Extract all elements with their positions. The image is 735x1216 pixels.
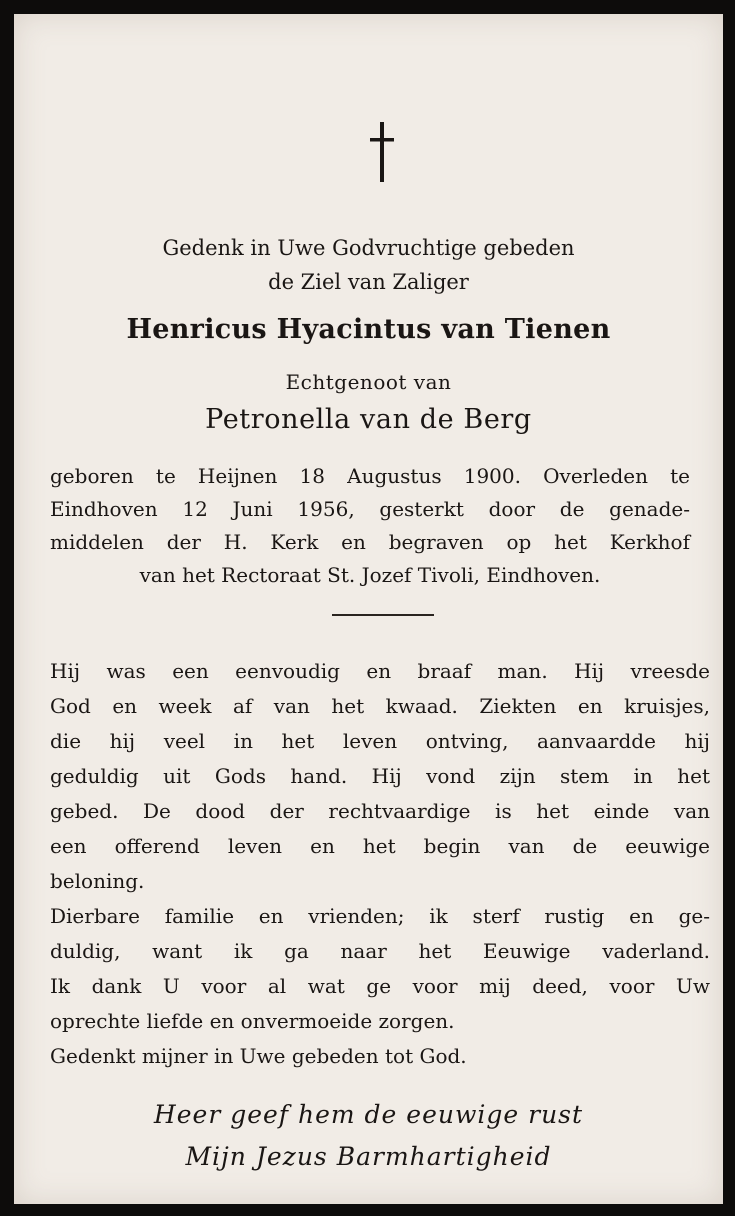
text-line: een offerend leven en het begin van de eeuwige [50,834,710,858]
deceased-name: Henricus Hyacintus van Tienen [126,314,611,345]
text-line: oprechte liefde en onvermoeide zorgen. [50,1009,455,1033]
text-line: geduldig uit Gods hand. Hij vond zijn stem in het [50,764,710,788]
closing-prayer-line-2: Mijn Jezus Barmhartigheid [185,1142,552,1171]
text-line: duldig, want ik ga naar het Eeuwige vaderland. [50,939,710,963]
spouse-label: Echtgenoot van [285,370,452,394]
bio-line: geboren te Heijnen 18 Augustus 1900. Overleden te [50,464,690,488]
biography [50,460,690,592]
bio-line: middelen der H. Kerk en begraven op het Kerkhof [50,530,690,554]
text-line: beloning. [50,869,145,893]
latin-cross-icon [368,122,396,182]
text-line: Ik dank U voor al wat ge voor mij deed, voor Uw [50,974,710,998]
spouse-name: Petronella van de Berg [205,404,532,435]
memorial-card [14,14,723,1204]
intro-line-1: Gedenk in Uwe Godvruchtige gebeden [162,236,575,260]
text-line: die hij veel in het leven ontving, aanvaardde hij [50,729,710,753]
text-line: gebed. De dood der rechtvaardige is het einde van [50,799,710,823]
intro-line-2: de Ziel van Zaliger [268,270,469,294]
text-line: God en week af van het kwaad. Ziekten en kruisjes, [50,694,710,718]
text-line: Gedenkt mijner in Uwe gebeden tot God. [50,1044,467,1068]
text-line: Dierbare familie en vrienden; ik sterf rustig en ge- [50,904,710,928]
text-line: Hij was een eenvoudig en braaf man. Hij vreesde [50,659,710,683]
bio-line: van het Rectoraat St. Jozef Tivoli, Eindhoven. [139,563,601,587]
bio-line: Eindhoven 12 Juni 1956, gesterkt door de genade- [50,497,690,521]
closing-prayer-line-1: Heer geef hem de eeuwige rust [153,1100,584,1129]
divider [332,614,434,616]
memorial-text [50,654,710,1074]
